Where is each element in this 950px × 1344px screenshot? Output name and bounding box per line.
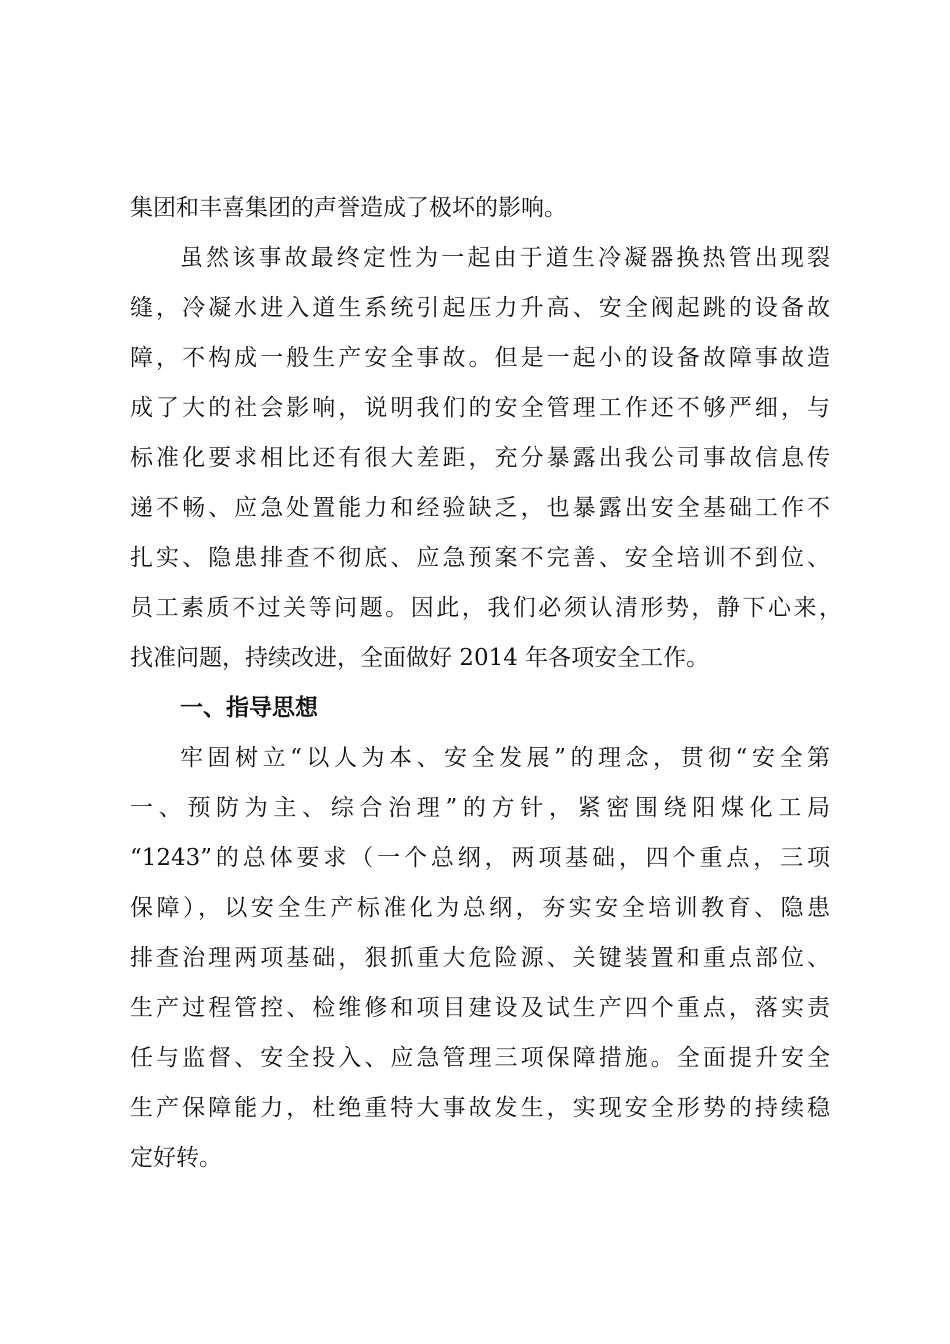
section-heading: 一、指导思想 [180,695,318,721]
text-line: 排查治理两项基础，狠抓重大危险源、关键装置和重点部位、 [130,945,830,971]
text-line: 集团和丰喜集团的声誉造成了极坏的影响。 [130,195,567,221]
text-line: 定好转。 [130,1145,222,1171]
text-line: 任与监督、安全投入、应急管理三项保障措施。全面提升安全 [130,1045,830,1071]
text-line: 员工素质不过关等问题。因此，我们必须认清形势，静下心来， [130,595,842,621]
text-line: 障，不构成一般生产安全事故。但是一起小的设备故障事故造 [130,345,830,371]
text-line: 扎实、隐患排查不彻底、应急预案不完善、安全培训不到位、 [130,545,830,571]
text-line: 一、预防为主、综合治理”的方针，紧密围绕阳煤化工局 [130,795,830,821]
text-line: 牢固树立“以人为本、安全发展”的理念，贯彻“安全第 [180,745,830,771]
text-line: “1243”的总体要求（一个总纲，两项基础，四个重点，三项 [130,845,830,871]
text-line: 缝，冷凝水进入道生系统引起压力升高、安全阀起跳的设备故 [130,295,830,321]
text-line: 递不畅、应急处置能力和经验缺乏，也暴露出安全基础工作不 [130,495,830,521]
text-line: 生产过程管控、检维修和项目建设及试生产四个重点，落实责 [130,995,830,1021]
text-line: 保障），以安全生产标准化为总纲，夯实安全培训教育、隐患 [130,895,830,921]
text-line: 生产保障能力，杜绝重特大事故发生，实现安全形势的持续稳 [130,1095,830,1121]
text-line: 标准化要求相比还有很大差距，充分暴露出我公司事故信息传 [130,445,830,471]
text-line: 虽然该事故最终定性为一起由于道生冷凝器换热管出现裂 [180,245,830,271]
text-line: 成了大的社会影响，说明我们的安全管理工作还不够严细，与 [130,395,830,421]
text-line: 找准问题，持续改进，全面做好 2014 年各项安全工作。 [130,645,710,671]
